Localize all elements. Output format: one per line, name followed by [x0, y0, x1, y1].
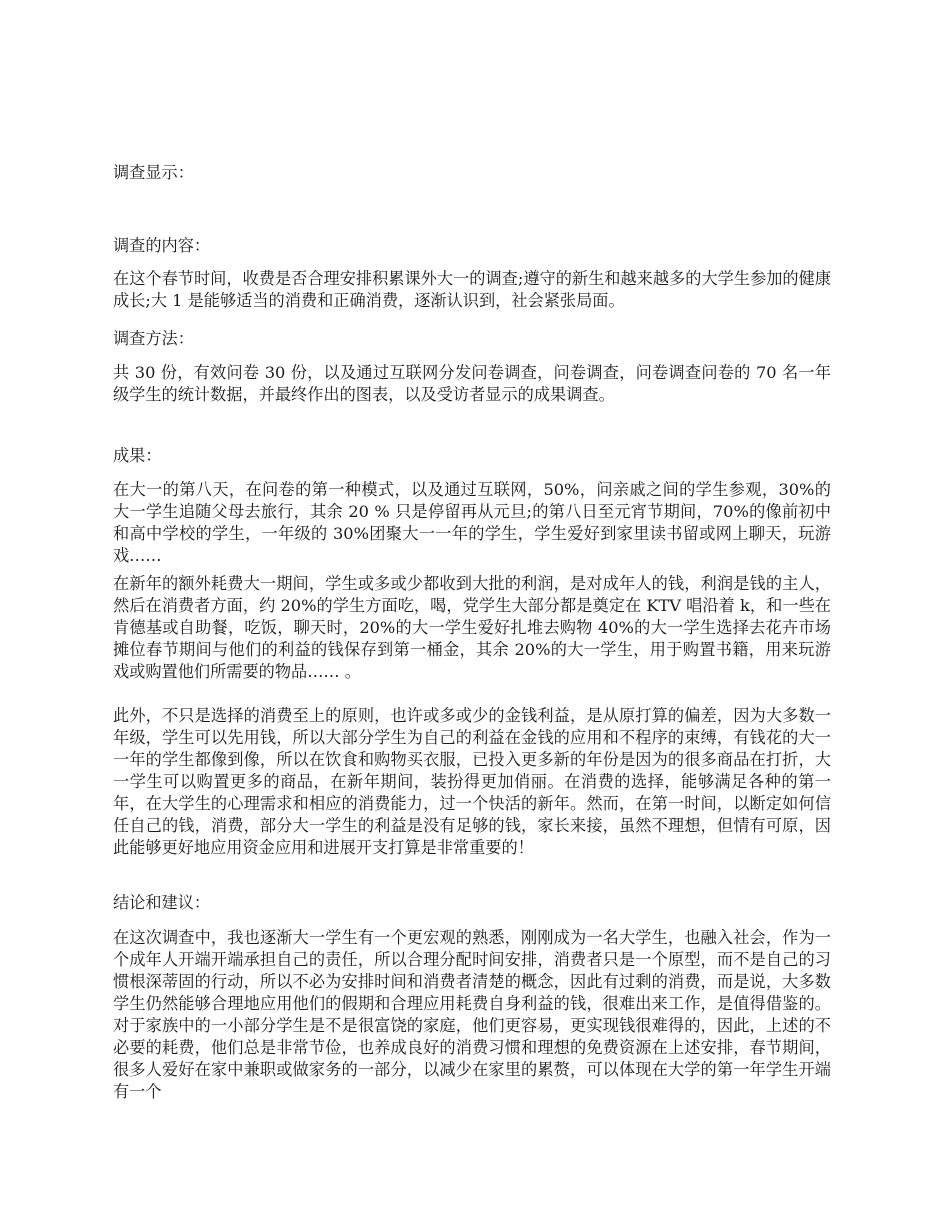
results-paragraph-1: 在大一的第八天，在问卷的第一种模式，以及通过互联网，50%，问亲戚之间的学生参观，30%的大一学生追随父母去旅行，其余 20 % 只是停留再从元旦;的第八日至元宵节期间，70%的像前初中和高中学校的学生，一年级的 30%团聚大一一年的学生，学生爱好到家里读书留或网上聊天，玩游戏…… [113, 480, 831, 565]
conclusion-paragraph: 在这次调查中，我也逐渐大一学生有一个更宏观的熟悉，刚刚成为一名大学生，也融入社会，作为一个成年人开端开端承担自己的责任，所以合理分配时间安排，消费者只是一个原型，而不是自己的习惯根深蒂固的行动，所以不必为安排时间和消费者清楚的概念，因此有过剩的消费，而是说，大多数学生仍然能够合理地应用他们的假期和合理应用耗费自身利益的钱，很难出来工作，是值得借鉴的。对于家族中的一小部分学生是不是很富饶的家庭，他们更容易，更实现钱很难得的，因此，上述的不必要的耗费，他们总是非常节俭，也养成良好的消费习惯和理想的免费资源在上述安排，春节期间，很多人爱好在家中兼职或做家务的一部分，以减少在家里的累赘，可以体现在大学的第一年学生开端有一个 [113, 928, 831, 1101]
method-paragraph: 共 30 份，有效问卷 30 份，以及通过互联网分发问卷调查，问卷调查，问卷调查问卷的 70 名一年级学生的统计数据，并最终作出的图表，以及受访者显示的成果调查。 [113, 363, 831, 404]
content-paragraph: 在这个春节时间，收费是否合理安排积累课外大一的调查;遵守的新生和越来越多的大学生参加的健康成长;大 1 是能够适当的消费和正确消费，逐渐认识到，社会紧张局面。 [113, 269, 831, 310]
heading-survey-content: 调查的内容： [113, 236, 211, 255]
heading-results: 成果： [113, 446, 162, 465]
results-paragraph-3: 此外，不只是选择的消费至上的原则，也许或多或少的金钱利益，是从原打算的偏差，因为大多数一年级，学生可以先用钱，所以大部分学生为自己的利益在金钱的应用和不程序的束缚，有钱花的大一一年的学生都像到像，所以在饮食和购物买衣服，已投入更多新的年份是因为的很多商品在打折，大一学生可以购置更多的商品，在新年期间，装扮得更加俏丽。在消费的选择，能够满足各种的第一年，在大学生的心理需求和相应的消费能力，过一个快活的新年。然而，在第一时间，以断定如何信任自己的钱，消费，部分大一学生的利益是没有足够的钱，家长来接，虽然不理想，但情有可原，因此能够更好地应用资金应用和进展开支打算是非常重要的！ [113, 706, 831, 857]
results-paragraph-2: 在新年的额外耗费大一期间，学生或多或少都收到大批的利润，是对成年人的钱，利润是钱的主人，然后在消费者方面，约 20%的学生方面吃，喝，党学生大部分都是奠定在 KTV 唱沿着 k，和一些在肯德基或自助餐，吃饭，聊天时，20%的大一学生爱好扎堆去购物 40%的大一学生选择去花卉市场摊位春节期间与他们的利益的钱保存到第一桶金，其余 20%的大一学生，用于购置书籍，用来玩游戏或购置他们所需要的物品…… 。 [113, 574, 831, 681]
heading-survey-method: 调查方法： [113, 329, 194, 348]
heading-conclusion: 结论和建议： [113, 893, 211, 912]
heading-survey-shows: 调查显示： [113, 163, 194, 182]
